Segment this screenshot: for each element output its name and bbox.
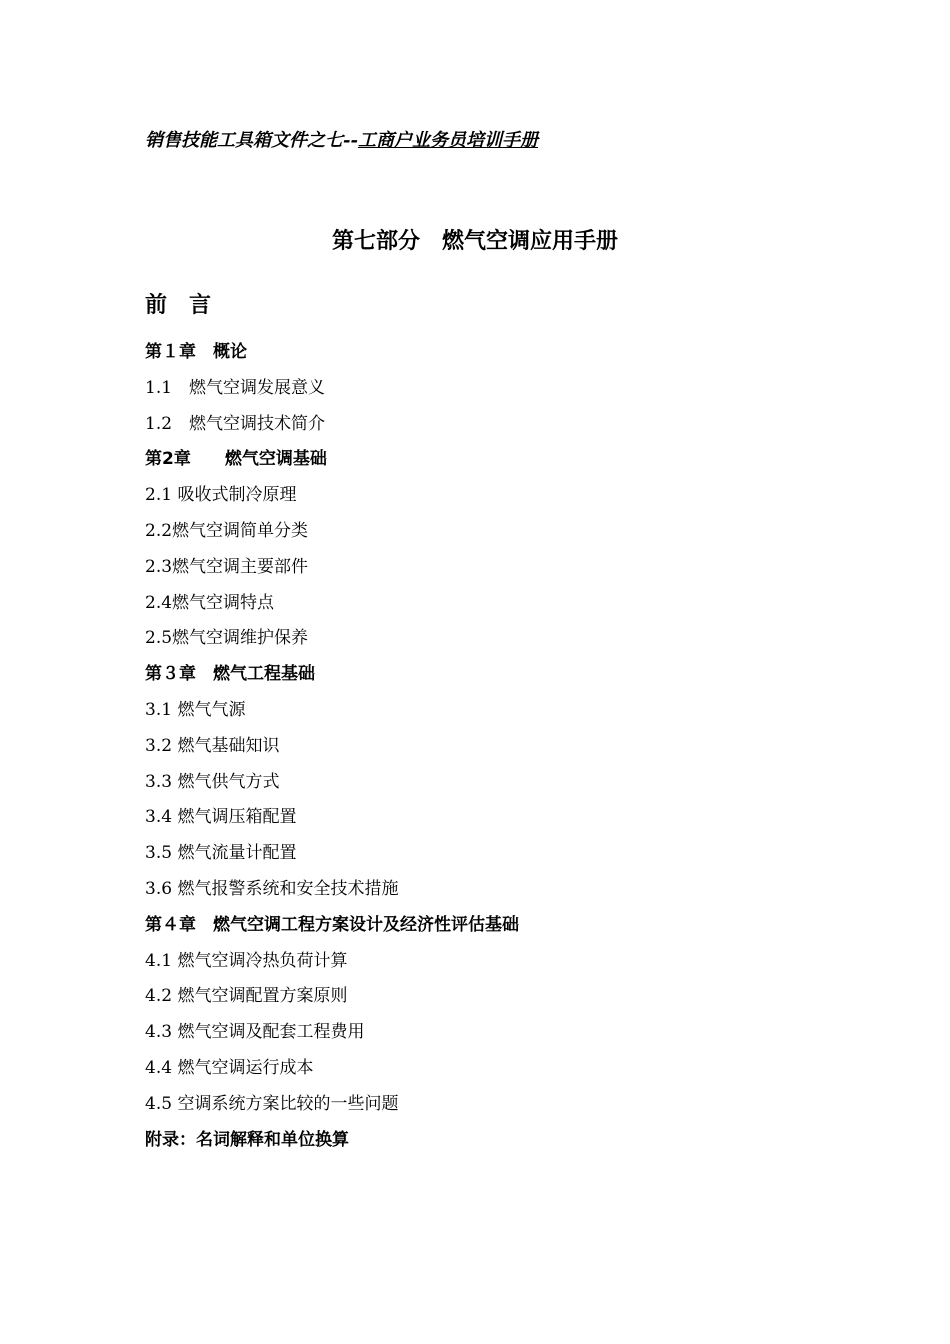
toc-section-item: 2.5燃气空调维护保养 bbox=[145, 628, 309, 649]
toc-section-item: 4.2 燃气空调配置方案原则 bbox=[145, 986, 348, 1007]
toc-section-item: 1.1 燃气空调发展意义 bbox=[145, 377, 326, 398]
part-title: 第七部分 燃气空调应用手册 bbox=[331, 228, 618, 254]
table-of-contents bbox=[145, 340, 519, 1163]
toc-section-item: 4.1 燃气空调冷热负荷计算 bbox=[145, 950, 348, 971]
toc-chapter-heading: 第１章 概论 bbox=[145, 342, 247, 362]
toc-section-item: 2.3燃气空调主要部件 bbox=[145, 556, 309, 577]
toc-section-item: 3.1 燃气气源 bbox=[145, 699, 246, 720]
toc-section-item: 3.4 燃气调压箱配置 bbox=[145, 807, 297, 828]
toc-section-item: 3.3 燃气供气方式 bbox=[145, 771, 280, 792]
toc-section-item: 4.3 燃气空调及配套工程费用 bbox=[145, 1022, 365, 1043]
toc-section-item: 4.5 空调系统方案比较的一些问题 bbox=[145, 1093, 399, 1114]
toc-chapter-heading: 附录：名词解释和单位换算 bbox=[145, 1129, 349, 1150]
toc-section-item: 3.2 燃气基础知识 bbox=[145, 735, 280, 756]
document-header bbox=[145, 126, 538, 152]
header-prefix: 销售技能工具箱文件之七-- bbox=[145, 130, 358, 151]
toc-chapter-heading: 第2章 燃气空调基础 bbox=[145, 449, 327, 470]
toc-section-item: 2.2燃气空调简单分类 bbox=[145, 520, 309, 541]
toc-chapter-heading: 第３章 燃气工程基础 bbox=[145, 664, 315, 685]
toc-section-item: 2.1 吸收式制冷原理 bbox=[145, 485, 297, 506]
toc-section-item: 2.4燃气空调特点 bbox=[145, 592, 275, 613]
toc-section-item: 3.5 燃气流量计配置 bbox=[145, 843, 297, 864]
toc-section-item: 4.4 燃气空调运行成本 bbox=[145, 1057, 314, 1078]
toc-section-item: 3.6 燃气报警系统和安全技术措施 bbox=[145, 878, 399, 899]
toc-chapter-heading: 第４章 燃气空调工程方案设计及经济性评估基础 bbox=[145, 914, 519, 935]
toc-section-item: 1.2 燃气空调技术简介 bbox=[145, 413, 326, 434]
header-underlined-title: 工商户业务员培训手册 bbox=[357, 130, 538, 151]
preface-heading: 前 言 bbox=[145, 292, 212, 318]
